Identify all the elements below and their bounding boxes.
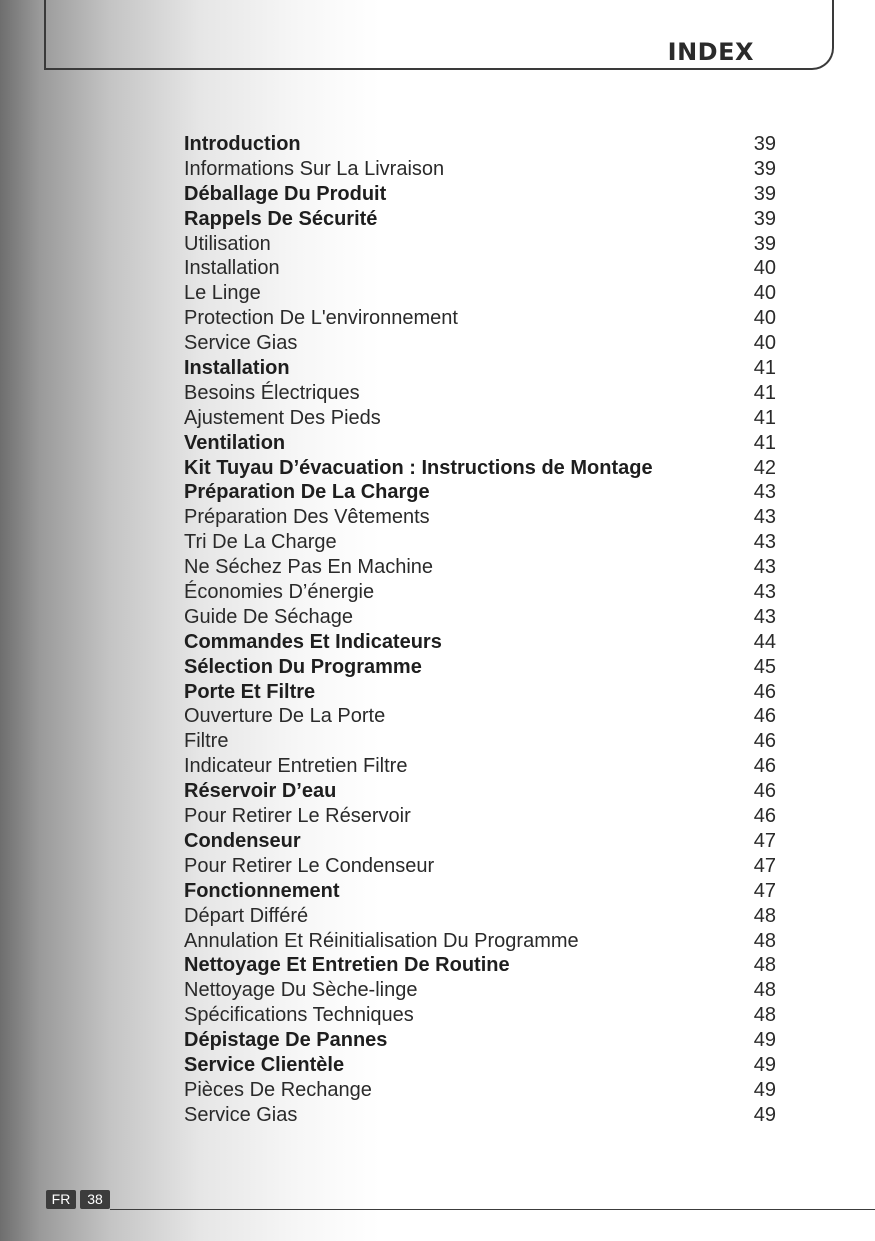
toc-entry-label: Utilisation [184, 232, 271, 255]
toc-entry-label: Rappels De Sécurité [184, 207, 378, 230]
toc-entry-page: 49 [753, 1029, 776, 1052]
toc-entry[interactable] [184, 1078, 776, 1103]
toc-entry-page: 46 [753, 755, 776, 778]
toc-entry[interactable] [184, 431, 776, 456]
toc-entry-label: Annulation Et Réinitialisation Du Programme [184, 929, 579, 952]
toc-entry[interactable] [184, 580, 776, 605]
toc-entry-page: 39 [753, 182, 776, 205]
toc-entry-label: Informations Sur La Livraison [184, 157, 445, 180]
toc-entry-page: 39 [753, 207, 776, 230]
toc-entry-page: 43 [753, 506, 776, 529]
toc-entry-label: Préparation Des Vêtements [184, 506, 430, 529]
toc-entry[interactable] [184, 281, 776, 306]
toc-entry-label: Le Linge [184, 282, 261, 305]
toc-entry-page: 47 [753, 829, 776, 852]
toc-entry-label: Service Clientèle [184, 1053, 345, 1076]
toc-entry-label: Départ Différé [184, 904, 309, 927]
toc-entry-page: 42 [753, 456, 776, 479]
toc-entry-page: 43 [753, 531, 776, 554]
toc-entry[interactable] [184, 1053, 776, 1078]
toc-entry-label: Pour Retirer Le Réservoir [184, 805, 411, 828]
toc-entry[interactable] [184, 655, 776, 680]
toc-entry-label: Commandes Et Indicateurs [184, 630, 442, 653]
toc-entry-label: Spécifications Techniques [184, 1004, 414, 1027]
toc-entry-label: Fonctionnement [184, 879, 340, 902]
toc-entry-page: 39 [753, 232, 776, 255]
toc-entry-page: 41 [753, 431, 776, 454]
toc-entry[interactable] [184, 480, 776, 505]
toc-entry[interactable] [184, 1028, 776, 1053]
toc-entry[interactable] [184, 829, 776, 854]
toc-entry-label: Dépistage De Pannes [184, 1029, 388, 1052]
toc-entry-page: 43 [753, 581, 776, 604]
toc-entry-page: 40 [753, 257, 776, 280]
toc-entry-label: Installation [184, 257, 280, 280]
toc-entry-page: 46 [753, 680, 776, 703]
toc-entry[interactable] [184, 256, 776, 281]
toc-entry-label: Réservoir D’eau [184, 780, 337, 803]
toc-entry[interactable] [184, 630, 776, 655]
toc-entry[interactable] [184, 505, 776, 530]
toc-entry-page: 46 [753, 805, 776, 828]
toc-entry-page: 40 [753, 282, 776, 305]
toc-entry[interactable] [184, 356, 776, 381]
toc-entry-label: Service Gias [184, 1103, 298, 1126]
toc-entry-label: Nettoyage Et Entretien De Routine [184, 954, 510, 977]
toc-entry-label: Déballage Du Produit [184, 182, 387, 205]
toc-entry[interactable] [184, 555, 776, 580]
toc-entry-page: 43 [753, 481, 776, 504]
toc-entry-label: Pièces De Rechange [184, 1078, 372, 1101]
language-badge: FR [46, 1190, 76, 1209]
toc-entry[interactable] [184, 132, 776, 157]
toc-entry-page: 48 [753, 954, 776, 977]
toc-entry[interactable] [184, 1103, 776, 1128]
toc-entry[interactable] [184, 953, 776, 978]
toc-entry[interactable] [184, 306, 776, 331]
toc-entry[interactable] [184, 804, 776, 829]
toc-entry-label: Pour Retirer Le Condenseur [184, 854, 435, 877]
toc-entry[interactable] [184, 530, 776, 555]
toc-entry[interactable] [184, 729, 776, 754]
toc-entry[interactable] [184, 1003, 776, 1028]
toc-entry-label: Ventilation [184, 431, 286, 454]
toc-entry-page: 40 [753, 307, 776, 330]
toc-entry-page: 41 [753, 381, 776, 404]
table-of-contents [184, 132, 776, 1128]
page-title: INDEX [667, 38, 754, 66]
toc-entry-page: 46 [753, 705, 776, 728]
toc-entry[interactable] [184, 779, 776, 804]
toc-entry-label: Préparation De La Charge [184, 481, 430, 504]
toc-entry-page: 47 [753, 879, 776, 902]
toc-entry-page: 46 [753, 780, 776, 803]
toc-entry-label: Économies D’énergie [184, 581, 375, 604]
toc-entry[interactable] [184, 157, 776, 182]
toc-entry-label: Condenseur [184, 829, 301, 852]
toc-entry-page: 41 [753, 357, 776, 380]
page-number-badge: 38 [80, 1190, 110, 1209]
toc-entry-label: Porte Et Filtre [184, 680, 316, 703]
toc-entry-page: 49 [753, 1053, 776, 1076]
toc-entry-label: Installation [184, 357, 290, 380]
toc-entry[interactable] [184, 704, 776, 729]
toc-entry[interactable] [184, 207, 776, 232]
toc-entry[interactable] [184, 680, 776, 705]
toc-entry-label: Filtre [184, 730, 229, 753]
toc-entry-page: 48 [753, 904, 776, 927]
toc-entry[interactable] [184, 754, 776, 779]
toc-entry-label: Introduction [184, 133, 301, 155]
toc-entry[interactable] [184, 904, 776, 929]
toc-entry-page: 48 [753, 929, 776, 952]
toc-entry[interactable] [184, 605, 776, 630]
footer-rule [110, 1209, 875, 1210]
toc-entry[interactable] [184, 879, 776, 904]
toc-entry-label: Tri De La Charge [184, 531, 337, 554]
toc-entry-label: Ouverture De La Porte [184, 705, 386, 728]
toc-entry-page: 43 [753, 556, 776, 579]
toc-entry-label: Service Gias [184, 332, 298, 355]
toc-entry[interactable] [184, 406, 776, 431]
toc-entry-page: 44 [753, 630, 776, 653]
toc-entry[interactable] [184, 232, 776, 257]
toc-entry-page: 46 [753, 730, 776, 753]
toc-entry-page: 45 [753, 655, 776, 678]
toc-entry-label: Besoins Électriques [184, 381, 360, 404]
toc-entry-page: 49 [753, 1103, 776, 1126]
toc-entry-page: 41 [753, 406, 776, 429]
toc-entry-label: Kit Tuyau D’évacuation : Instructions de Montage [184, 456, 653, 479]
toc-entry[interactable] [184, 978, 776, 1003]
toc-entry-label: Ajustement Des Pieds [184, 406, 381, 429]
toc-entry-page: 49 [753, 1078, 776, 1101]
toc-entry-label: Guide De Séchage [184, 605, 354, 628]
toc-entry[interactable] [184, 381, 776, 406]
toc-entry-page: 43 [753, 605, 776, 628]
toc-entry[interactable] [184, 331, 776, 356]
toc-entry[interactable] [184, 182, 776, 207]
toc-entry-page: 48 [753, 979, 776, 1002]
toc-entry[interactable] [184, 854, 776, 879]
toc-entry[interactable] [184, 929, 776, 954]
toc-entry-page: 40 [753, 332, 776, 355]
toc-entry[interactable] [184, 456, 776, 481]
toc-entry-page: 39 [753, 157, 776, 180]
toc-entry-label: Ne Séchez Pas En Machine [184, 556, 434, 579]
toc-entry-page: 47 [753, 854, 776, 877]
toc-entry-label: Sélection Du Programme [184, 655, 422, 678]
toc-entry-page: 48 [753, 1004, 776, 1027]
toc-entry-label: Nettoyage Du Sèche-linge [184, 979, 418, 1002]
toc-entry-label: Protection De L'environnement [184, 307, 458, 330]
toc-entry-label: Indicateur Entretien Filtre [184, 755, 408, 778]
toc-entry-page: 39 [753, 133, 776, 155]
